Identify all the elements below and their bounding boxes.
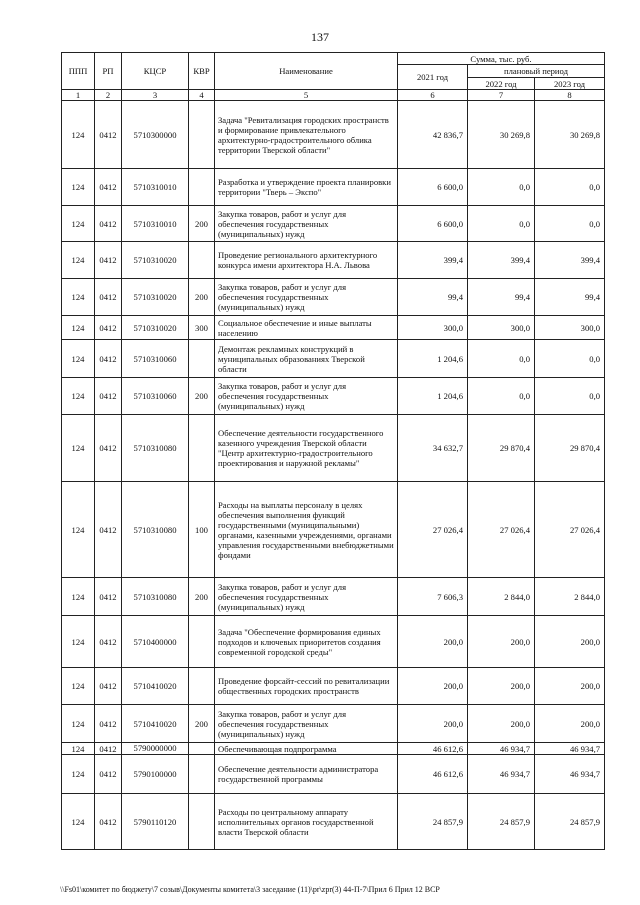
sum-2022-cell: 200,0 xyxy=(468,705,535,743)
table-row xyxy=(62,101,605,169)
header-year-2023: 2023 год xyxy=(535,78,605,90)
name-cell: Закупка товаров, работ и услуг для обеспечения государственных (муниципальных) нужд xyxy=(215,378,398,415)
ppp-cell: 124 xyxy=(62,316,95,340)
table-row xyxy=(62,616,605,668)
sum-2022-cell: 0,0 xyxy=(468,378,535,415)
name-cell: Обеспечение деятельности государственного казенного учреждения Тверской области "Центр архитектурно-градостроительного проектирования и наружной рекламы" xyxy=(215,415,398,482)
sum-2021-cell: 6 600,0 xyxy=(398,169,468,206)
header-name: Наименование xyxy=(215,53,398,90)
page-number: 137 xyxy=(311,30,329,44)
table-row xyxy=(62,755,605,794)
kcsr-cell: 5790110120 xyxy=(122,794,189,850)
kvr-cell xyxy=(189,743,215,755)
sum-2021-cell: 7 606,3 xyxy=(398,578,468,616)
kcsr-cell: 5710310020 xyxy=(122,279,189,316)
sum-2022-cell: 46 934,7 xyxy=(468,743,535,755)
kvr-cell xyxy=(189,755,215,794)
sum-2023-cell: 0,0 xyxy=(535,206,605,242)
kcsr-cell: 5710410020 xyxy=(122,668,189,705)
table-body xyxy=(62,101,605,850)
ppp-cell: 124 xyxy=(62,340,95,378)
index-cell: 7 xyxy=(468,90,535,101)
kvr-cell: 300 xyxy=(189,316,215,340)
ppp-cell: 124 xyxy=(62,169,95,206)
sum-2022-cell: 0,0 xyxy=(468,206,535,242)
kvr-cell: 200 xyxy=(189,578,215,616)
sum-2021-cell: 200,0 xyxy=(398,668,468,705)
sum-2021-cell: 99,4 xyxy=(398,279,468,316)
name-cell: Обеспечение деятельности администратора государственной программы xyxy=(215,755,398,794)
sum-2022-cell: 200,0 xyxy=(468,668,535,705)
kcsr-cell: 5710410020 xyxy=(122,705,189,743)
kcsr-cell: 5710310060 xyxy=(122,340,189,378)
rp-cell: 0412 xyxy=(95,242,122,279)
ppp-cell: 124 xyxy=(62,242,95,279)
table-row xyxy=(62,242,605,279)
index-cell: 2 xyxy=(95,90,122,101)
sum-2021-cell: 46 612,6 xyxy=(398,755,468,794)
kcsr-cell: 5710310020 xyxy=(122,316,189,340)
table-row xyxy=(62,578,605,616)
sum-2021-cell: 1 204,6 xyxy=(398,340,468,378)
name-cell: Демонтаж рекламных конструкций в муниципальных образованиях Тверской области xyxy=(215,340,398,378)
sum-2023-cell: 200,0 xyxy=(535,616,605,668)
table-row xyxy=(62,668,605,705)
kvr-cell: 100 xyxy=(189,482,215,578)
table-row xyxy=(62,340,605,378)
name-cell: Проведение форсайт-сессий по ревитализации общественных городских пространств xyxy=(215,668,398,705)
rp-cell: 0412 xyxy=(95,616,122,668)
sum-2023-cell: 27 026,4 xyxy=(535,482,605,578)
sum-2023-cell: 29 870,4 xyxy=(535,415,605,482)
header-sum: Сумма, тыс. руб. xyxy=(398,53,605,65)
rp-cell: 0412 xyxy=(95,316,122,340)
name-cell: Закупка товаров, работ и услуг для обеспечения государственных (муниципальных) нужд xyxy=(215,578,398,616)
sum-2023-cell: 0,0 xyxy=(535,340,605,378)
sum-2021-cell: 1 204,6 xyxy=(398,378,468,415)
kcsr-cell: 5790000000 xyxy=(122,743,189,755)
name-cell: Закупка товаров, работ и услуг для обеспечения государственных (муниципальных) нужд xyxy=(215,279,398,316)
kcsr-cell: 5710310010 xyxy=(122,169,189,206)
name-cell: Расходы по центральному аппарату исполнительных органов государственной власти Тверской области xyxy=(215,794,398,850)
kcsr-cell: 5710310010 xyxy=(122,206,189,242)
table-row xyxy=(62,415,605,482)
sum-2023-cell: 200,0 xyxy=(535,668,605,705)
ppp-cell: 124 xyxy=(62,101,95,169)
index-cell: 5 xyxy=(215,90,398,101)
ppp-cell: 124 xyxy=(62,755,95,794)
header-kvr: КВР xyxy=(189,53,215,90)
rp-cell: 0412 xyxy=(95,206,122,242)
sum-2022-cell: 0,0 xyxy=(468,169,535,206)
rp-cell: 0412 xyxy=(95,668,122,705)
sum-2023-cell: 46 934,7 xyxy=(535,755,605,794)
sum-2022-cell: 30 269,8 xyxy=(468,101,535,169)
sum-2021-cell: 399,4 xyxy=(398,242,468,279)
kvr-cell xyxy=(189,340,215,378)
kvr-cell xyxy=(189,415,215,482)
sum-2023-cell: 2 844,0 xyxy=(535,578,605,616)
index-cell: 3 xyxy=(122,90,189,101)
index-cell: 6 xyxy=(398,90,468,101)
kvr-cell xyxy=(189,668,215,705)
sum-2021-cell: 300,0 xyxy=(398,316,468,340)
index-cell: 8 xyxy=(535,90,605,101)
kcsr-cell: 5710310060 xyxy=(122,378,189,415)
kcsr-cell: 5710310080 xyxy=(122,482,189,578)
sum-2021-cell: 6 600,0 xyxy=(398,206,468,242)
sum-2023-cell: 300,0 xyxy=(535,316,605,340)
name-cell: Проведение регионального архитектурного конкурса имени архитектора Н.А. Львова xyxy=(215,242,398,279)
index-cell: 4 xyxy=(189,90,215,101)
rp-cell: 0412 xyxy=(95,482,122,578)
ppp-cell: 124 xyxy=(62,578,95,616)
sum-2021-cell: 200,0 xyxy=(398,705,468,743)
column-index-row xyxy=(62,90,605,101)
sum-2022-cell: 99,4 xyxy=(468,279,535,316)
table-row xyxy=(62,279,605,316)
sum-2021-cell: 24 857,9 xyxy=(398,794,468,850)
ppp-cell: 124 xyxy=(62,378,95,415)
ppp-cell: 124 xyxy=(62,482,95,578)
rp-cell: 0412 xyxy=(95,705,122,743)
rp-cell: 0412 xyxy=(95,378,122,415)
rp-cell: 0412 xyxy=(95,755,122,794)
name-cell: Закупка товаров, работ и услуг для обеспечения государственных (муниципальных) нужд xyxy=(215,705,398,743)
kcsr-cell: 5710400000 xyxy=(122,616,189,668)
rp-cell: 0412 xyxy=(95,279,122,316)
kvr-cell xyxy=(189,101,215,169)
sum-2023-cell: 24 857,9 xyxy=(535,794,605,850)
name-cell: Обеспечивающая подпрограмма xyxy=(215,743,398,755)
kvr-cell xyxy=(189,794,215,850)
header-year-2022: 2022 год xyxy=(468,78,535,90)
ppp-cell: 124 xyxy=(62,743,95,755)
sum-2021-cell: 46 612,6 xyxy=(398,743,468,755)
sum-2023-cell: 0,0 xyxy=(535,169,605,206)
rp-cell: 0412 xyxy=(95,415,122,482)
kcsr-cell: 5710310020 xyxy=(122,242,189,279)
name-cell: Задача "Обеспечение формирования единых подходов и ключевых приоритетов создания современной городской среды" xyxy=(215,616,398,668)
ppp-cell: 124 xyxy=(62,668,95,705)
sum-2021-cell: 200,0 xyxy=(398,616,468,668)
table-row xyxy=(62,794,605,850)
ppp-cell: 124 xyxy=(62,794,95,850)
kvr-cell: 200 xyxy=(189,279,215,316)
ppp-cell: 124 xyxy=(62,705,95,743)
header-kcsr: КЦСР xyxy=(122,53,189,90)
rp-cell: 0412 xyxy=(95,743,122,755)
kcsr-cell: 5710310080 xyxy=(122,578,189,616)
sum-2021-cell: 27 026,4 xyxy=(398,482,468,578)
header-rp: РП xyxy=(95,53,122,90)
name-cell: Расходы на выплаты персоналу в целях обеспечения выполнения функций государственными (муниципальными) органами, казенными учреждениями, органами управления государственными внебюджетными фондами xyxy=(215,482,398,578)
name-cell: Задача "Ревитализация городских пространств и формирование привлекательного архитектурно-градостроительного облика территории Тверской области" xyxy=(215,101,398,169)
ppp-cell: 124 xyxy=(62,279,95,316)
header-ppp: ППП xyxy=(62,53,95,90)
sum-2021-cell: 34 632,7 xyxy=(398,415,468,482)
kcsr-cell: 5790100000 xyxy=(122,755,189,794)
kvr-cell: 200 xyxy=(189,378,215,415)
rp-cell: 0412 xyxy=(95,794,122,850)
table-row xyxy=(62,206,605,242)
ppp-cell: 124 xyxy=(62,206,95,242)
sum-2021-cell: 42 836,7 xyxy=(398,101,468,169)
table-row xyxy=(62,169,605,206)
table-row xyxy=(62,482,605,578)
kvr-cell xyxy=(189,616,215,668)
kcsr-cell: 5710300000 xyxy=(122,101,189,169)
kvr-cell xyxy=(189,169,215,206)
sum-2022-cell: 399,4 xyxy=(468,242,535,279)
sum-2022-cell: 2 844,0 xyxy=(468,578,535,616)
sum-2023-cell: 200,0 xyxy=(535,705,605,743)
kcsr-cell: 5710310080 xyxy=(122,415,189,482)
index-cell: 1 xyxy=(62,90,95,101)
ppp-cell: 124 xyxy=(62,616,95,668)
sum-2022-cell: 0,0 xyxy=(468,340,535,378)
kvr-cell: 200 xyxy=(189,705,215,743)
sum-2022-cell: 24 857,9 xyxy=(468,794,535,850)
sum-2022-cell: 27 026,4 xyxy=(468,482,535,578)
sum-2023-cell: 399,4 xyxy=(535,242,605,279)
table-row xyxy=(62,316,605,340)
name-cell: Социальное обеспечение и иные выплаты населению xyxy=(215,316,398,340)
sum-2022-cell: 200,0 xyxy=(468,616,535,668)
kvr-cell xyxy=(189,242,215,279)
name-cell: Разработка и утверждение проекта планировки территории "Тверь – Экспо" xyxy=(215,169,398,206)
rp-cell: 0412 xyxy=(95,169,122,206)
header-planned-period: плановый период xyxy=(468,65,605,78)
kvr-cell: 200 xyxy=(189,206,215,242)
budget-table xyxy=(61,52,605,850)
sum-2022-cell: 46 934,7 xyxy=(468,755,535,794)
sum-2023-cell: 46 934,7 xyxy=(535,743,605,755)
ppp-cell: 124 xyxy=(62,415,95,482)
table-row xyxy=(62,378,605,415)
table-row xyxy=(62,743,605,755)
sum-2022-cell: 300,0 xyxy=(468,316,535,340)
table-row xyxy=(62,705,605,743)
rp-cell: 0412 xyxy=(95,101,122,169)
sum-2023-cell: 99,4 xyxy=(535,279,605,316)
header-year-2021: 2021 год xyxy=(398,65,468,90)
rp-cell: 0412 xyxy=(95,578,122,616)
name-cell: Закупка товаров, работ и услуг для обеспечения государственных (муниципальных) нужд xyxy=(215,206,398,242)
rp-cell: 0412 xyxy=(95,340,122,378)
sum-2022-cell: 29 870,4 xyxy=(468,415,535,482)
sum-2023-cell: 30 269,8 xyxy=(535,101,605,169)
sum-2023-cell: 0,0 xyxy=(535,378,605,415)
footer-file-path: \\Fs01\комитет по бюджету\7 созыв\Документы комитета\3 заседание (11)\pr\zpr(3) 44-П-7\Прил 6 Прил 12 ВСР xyxy=(60,885,440,894)
